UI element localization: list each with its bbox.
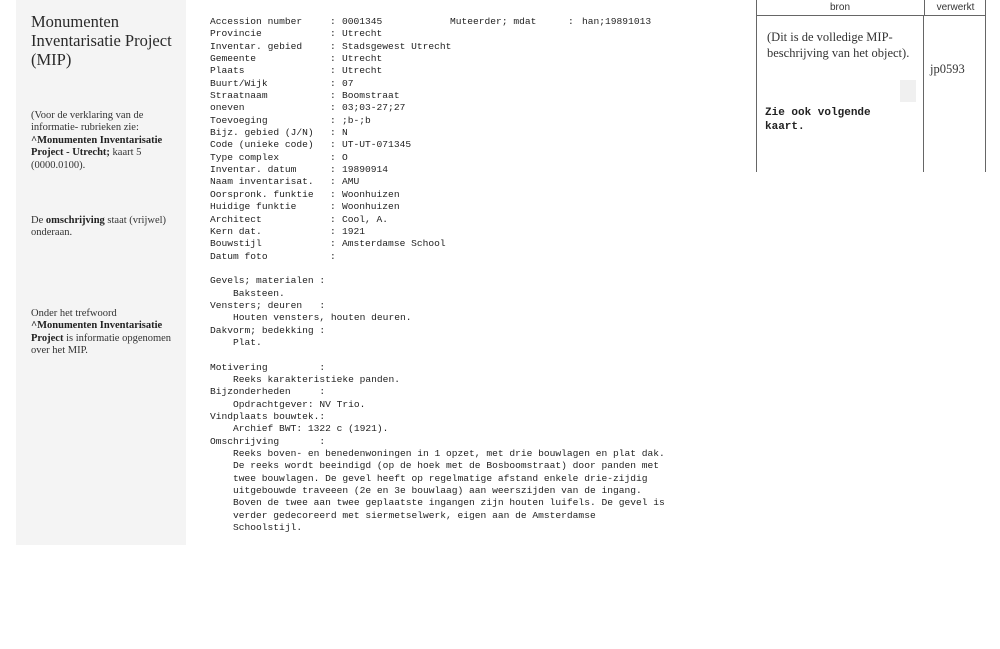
- description-note-keyword: omschrijving: [45, 215, 105, 226]
- field-value: UT-UT-071345: [342, 139, 412, 151]
- description-line: Schoolstijl.: [233, 522, 303, 534]
- field-label: Datum foto: [210, 250, 268, 262]
- field-label: Huidige funktie: [210, 201, 297, 213]
- description-line: De reeks wordt beeindigd (op de hoek met de Bosboomstraat) door panden met: [233, 460, 660, 472]
- record-row: Oorspronk. funktie : Woonhuizen: [210, 188, 400, 200]
- legend-note-text: (Voor de verklaring van de informatie- rubrieken zie:: [31, 110, 144, 134]
- column-header-verwerkt: verwerkt: [924, 0, 986, 15]
- record-row: Plaats : Utrecht: [210, 65, 383, 77]
- legend-note-card: kaart 5 (0000.0100).: [31, 147, 142, 171]
- field-label: Bouwstijl: [210, 238, 262, 250]
- scan-smudge: [900, 80, 916, 102]
- field-value: Utrecht: [342, 65, 383, 77]
- section-text: Baksteen.: [233, 287, 285, 299]
- field-value: Cool, A.: [342, 213, 389, 225]
- keyword-note-reference: ^Monumenten Inventarisatie Project: [31, 320, 163, 344]
- field-value: Woonhuizen: [342, 201, 400, 213]
- record-row: Inventar. gebied : Stadsgewest Utrecht: [210, 40, 452, 52]
- column-header-bron: bron: [829, 2, 850, 13]
- record-row: oneven : 03;03-27;27: [210, 102, 406, 114]
- field-value: Woonhuizen: [342, 188, 400, 200]
- field-label: oneven: [210, 102, 245, 114]
- processing-code: jp0593: [930, 62, 965, 76]
- section-text: Houten vensters, houten deuren.: [233, 312, 412, 324]
- record-row: Provincie : Utrecht: [210, 28, 383, 40]
- field-label: Provincie: [210, 28, 262, 40]
- description-line: Reeks boven- en benedenwoningen in 1 opzet, met drie bouwlagen en plat dak.: [233, 448, 665, 460]
- description-line: Boven de twee aan twee geplaatste ingangen zijn houten luifels. De gevel is: [233, 497, 665, 509]
- field-label: Kern dat.: [210, 225, 262, 237]
- see-also-note: Zie ook volgende kaart.: [765, 107, 871, 133]
- record-row: Bouwstijl : Amsterdamse School: [210, 238, 446, 250]
- record-row: Straatnaam : Boomstraat: [210, 90, 400, 102]
- record-row: Accession number : 0001345 Muteerder; mdat : han;19891013: [210, 16, 652, 27]
- field-value: Stadsgewest Utrecht: [342, 40, 452, 52]
- section-label: Bijzonderheden :: [210, 386, 326, 398]
- column-divider: [923, 15, 924, 172]
- field-label: Plaats: [210, 65, 245, 77]
- field-label: Oorspronk. funktie: [210, 188, 314, 200]
- record-row: Code (unieke code) : UT-UT-071345: [210, 139, 412, 151]
- left-info-column: [16, 0, 186, 545]
- description-note-prefix: De: [31, 215, 44, 226]
- record-row: Type complex : O: [210, 151, 348, 163]
- description-location-note: [31, 215, 181, 240]
- field-value: 0001345: [342, 16, 383, 27]
- field-label: Code (unieke code): [210, 139, 314, 151]
- mutator-label: Muteerder; mdat: [450, 16, 537, 27]
- field-label: Inventar. datum: [210, 164, 297, 176]
- record-row: Kern dat. : 1921: [210, 225, 366, 237]
- record-row: Gemeente : Utrecht: [210, 53, 383, 65]
- field-value: N: [342, 127, 348, 139]
- field-label: Buurt/Wijk: [210, 77, 268, 89]
- keyword-note-suffix: is informatie opgenomen over het MIP.: [31, 332, 172, 357]
- record-row: Inventar. datum : 19890914: [210, 164, 389, 176]
- mutator-value: han;19891013: [582, 16, 652, 27]
- field-value: 19890914: [342, 164, 389, 176]
- source-description: (Dit is de volledige MIP-beschrijving van het object).: [767, 30, 910, 60]
- section-label: Vindplaats bouwtek.:: [210, 411, 326, 422]
- description-line: twee bouwlagen. De gevel heeft op regelmatige afstand enkele drie-zijdig: [233, 472, 648, 484]
- mip-title: Monumenten Inventarisatie Project (MIP): [31, 12, 172, 69]
- field-value: Amsterdamse School: [342, 238, 446, 250]
- record-row: Bijz. gebied (J/N) : N: [210, 127, 348, 139]
- field-value: O: [342, 151, 348, 163]
- section-text: Opdrachtgever: NV Trio.: [233, 398, 366, 410]
- inventory-record: [210, 16, 710, 534]
- legend-note: [31, 110, 181, 172]
- field-value: 1921: [342, 225, 366, 237]
- section-label: Vensters; deuren :: [210, 299, 326, 311]
- field-label: Naam inventarisat.: [210, 176, 314, 188]
- section-label: Gevels; materialen :: [210, 275, 326, 287]
- section-label: Omschrijving :: [210, 435, 326, 447]
- description-line: uitgebouwde traveeen (2e en 3e bouwlaag) aan weerszijden van de ingang.: [233, 485, 642, 497]
- section-text: Archief BWT: 1322 c (1921).: [233, 423, 389, 435]
- description-note-suffix: staat (vrijwel) onderaan.: [31, 215, 167, 239]
- keyword-note: [31, 308, 181, 358]
- section-label: Motivering :: [210, 361, 326, 373]
- description-line: verder gedecoreerd met siermetselwerk, eigen aan de Amsterdamse: [233, 509, 596, 521]
- source-table-header: [757, 0, 985, 16]
- field-label: Architect: [210, 213, 262, 225]
- record-row: Buurt/Wijk : 07: [210, 77, 354, 89]
- legend-note-reference: ^Monumenten Inventarisatie Project - Utrecht;: [31, 134, 163, 159]
- field-label: Type complex: [210, 151, 280, 163]
- field-value: Utrecht: [342, 53, 383, 65]
- field-value: Boomstraat: [342, 90, 400, 102]
- record-row: Huidige funktie : Woonhuizen: [210, 201, 400, 213]
- field-label: Bijz. gebied (J/N): [210, 127, 314, 139]
- field-label: Accession number: [210, 16, 303, 27]
- field-label: Gemeente: [210, 53, 257, 65]
- section-label: Dakvorm; bedekking :: [210, 324, 326, 336]
- field-value: AMU: [342, 176, 360, 188]
- field-label: Straatnaam: [210, 90, 268, 102]
- record-row: Architect : Cool, A.: [210, 213, 389, 225]
- field-value: 03;03-27;27: [342, 102, 406, 114]
- field-value: Utrecht: [342, 28, 383, 40]
- record-row: Datum foto :: [210, 250, 336, 262]
- keyword-note-prefix: Onder het trefwoord: [31, 308, 117, 319]
- source-table: [756, 0, 986, 172]
- record-row: Toevoeging : ;b-;b: [210, 114, 371, 126]
- field-value: ;b-;b: [342, 114, 371, 126]
- section-text: Plat.: [233, 336, 262, 348]
- field-label: Inventar. gebied: [210, 40, 303, 52]
- section-text: Reeks karakteristieke panden.: [233, 373, 400, 385]
- field-value: 07: [342, 77, 354, 89]
- field-label: Toevoeging: [210, 114, 268, 126]
- record-row: Naam inventarisat. : AMU: [210, 176, 360, 188]
